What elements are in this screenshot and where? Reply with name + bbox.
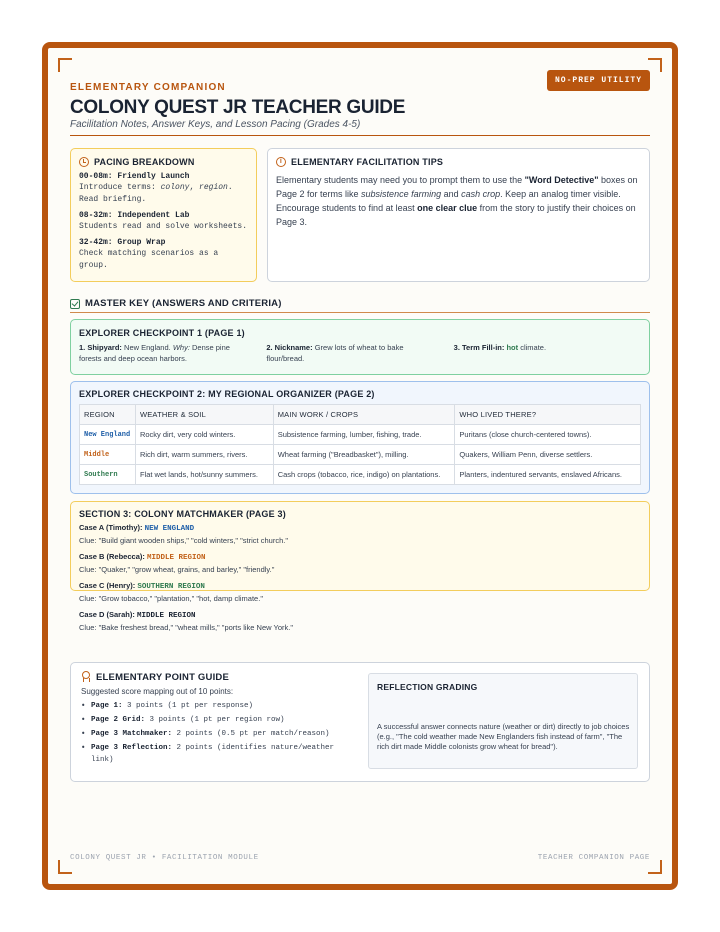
case-clue: Clue: "Quaker," "grow wheat, grains, and barley," "friendly." bbox=[79, 565, 275, 574]
checkpoint-2-title: EXPLORER CHECKPOINT 2: MY REGIONAL ORGANIZER (PAGE 2) bbox=[79, 389, 375, 399]
case-clue: Clue: "Grow tobacco," "plantation," "hot, damp climate." bbox=[79, 594, 263, 603]
list-item: • Page 2 Grid: 3 points (1 pt per region row) bbox=[81, 714, 353, 726]
reflection-title: REFLECTION GRADING bbox=[377, 682, 478, 692]
footer-right: TEACHER COMPANION PAGE bbox=[537, 854, 650, 862]
column-header: WEATHER & SOIL bbox=[135, 405, 273, 425]
matchmaker-title: SECTION 3: COLONY MATCHMAKER (PAGE 3) bbox=[79, 509, 286, 519]
no-prep-badge: NO-PREP UTILITY bbox=[547, 70, 650, 91]
weather-cell: Rocky dirt, very cold winters. bbox=[135, 425, 273, 445]
table-row bbox=[80, 445, 641, 465]
pacing-time: 08-32m: Independent Lab bbox=[79, 211, 190, 220]
corner-mark-bottom-left bbox=[58, 860, 72, 874]
regional-organizer-table bbox=[79, 404, 641, 485]
tips-heading bbox=[276, 157, 641, 167]
page-footer bbox=[70, 854, 650, 862]
pacing-heading bbox=[79, 157, 248, 167]
pacing-desc: Students read and solve worksheets. bbox=[79, 222, 248, 231]
pacing-item bbox=[79, 211, 248, 233]
case-item: Case C (Henry): SOUTHERN REGION Clue: "Grow tobacco," "plantation," "hot, damp climate." bbox=[79, 580, 361, 604]
medal-icon bbox=[81, 671, 91, 683]
checkbox-icon bbox=[70, 299, 80, 309]
people-cell: Planters, indentured servants, enslaved Africans. bbox=[455, 465, 641, 485]
info-icon: i bbox=[276, 157, 286, 167]
pacing-time: 00-08m: Friendly Launch bbox=[79, 172, 190, 181]
table-row bbox=[80, 425, 641, 445]
table-row bbox=[80, 465, 641, 485]
work-cell: Cash crops (tobacco, rice, indigo) on plantations. bbox=[273, 465, 455, 485]
guide-page bbox=[42, 42, 678, 890]
weather-cell: Rich dirt, warm summers, rivers. bbox=[135, 445, 273, 465]
column-header: MAIN WORK / CROPS bbox=[273, 405, 455, 425]
case-region: SOUTHERN REGION bbox=[137, 583, 205, 591]
pacing-desc: Check matching scenarios as a group. bbox=[79, 249, 219, 270]
point-list bbox=[81, 700, 353, 766]
pacing-card bbox=[70, 148, 257, 282]
master-key-divider bbox=[70, 312, 650, 313]
corner-mark-top-left bbox=[58, 58, 72, 72]
people-cell: Quakers, William Penn, diverse settlers. bbox=[455, 445, 641, 465]
reflection-body: A successful answer connects nature (weather or dirt) directly to job choices (e.g., "The cold weather made New Englanders fish instead of farm", "The rich dirt made Middle colonists grow wheat for bread"). bbox=[377, 722, 630, 751]
pacing-title: PACING BREAKDOWN bbox=[94, 157, 195, 167]
case-item: Case A (Timothy): NEW ENGLAND Clue: "Build giant wooden ships," "cold winters," "strict church." bbox=[79, 522, 361, 546]
tips-body: Elementary students may need you to prompt them to use the "Word Detective" boxes on Page 2 for terms like subsistence farming and cash crop. Keep an analog timer visible. Encourage students to find at least one clear clue from the story to justify their choices on Page 3. bbox=[276, 175, 638, 227]
matchmaker-box bbox=[70, 501, 650, 632]
checkpoint-1-title: EXPLORER CHECKPOINT 1 (PAGE 1) bbox=[79, 328, 245, 338]
pacing-item bbox=[79, 238, 248, 272]
pacing-time: 32-42m: Group Wrap bbox=[79, 238, 166, 247]
facilitation-tips-card bbox=[267, 148, 650, 282]
checkpoint-2-box bbox=[70, 381, 650, 494]
case-list bbox=[79, 522, 641, 638]
list-item: • Page 1: 3 points (1 pt per response) bbox=[81, 700, 353, 712]
reflection-grading-panel bbox=[368, 673, 638, 769]
clock-icon bbox=[79, 157, 89, 167]
answer-term-fill-in: 3. Term Fill-in: hot climate. bbox=[453, 343, 547, 352]
pacing-desc: Introduce terms: colony, region. Read briefing. bbox=[79, 183, 233, 204]
weather-cell: Flat wet lands, hot/sunny summers. bbox=[135, 465, 273, 485]
checkpoint-1-answers bbox=[79, 342, 641, 364]
checkpoint-1-box bbox=[70, 319, 650, 375]
region-cell: New England bbox=[80, 425, 136, 445]
column-header: WHO LIVED THERE? bbox=[455, 405, 641, 425]
case-region: MIDDLE REGION bbox=[146, 554, 206, 562]
region-cell: Southern bbox=[80, 465, 136, 485]
region-cell: Middle bbox=[80, 445, 136, 465]
header-divider bbox=[70, 135, 650, 136]
answer-nickname: 2. Nickname: Grew lots of wheat to bake flour/bread. bbox=[266, 343, 404, 363]
footer-left: COLONY QUEST JR • FACILITATION MODULE bbox=[70, 854, 259, 862]
list-item: • Page 3 Reflection: 2 points (identifies nature/weather link) bbox=[81, 742, 353, 766]
case-item: Case D (Sarah): MIDDLE REGION Clue: "Bake freshest bread," "wheat mills," "ports like New York." bbox=[79, 609, 361, 633]
case-region: MIDDLE REGION bbox=[136, 612, 196, 620]
point-guide-subtitle: Suggested score mapping out of 10 points: bbox=[81, 687, 234, 696]
point-guide-box bbox=[70, 662, 650, 782]
work-cell: Wheat farming ("Breadbasket"), milling. bbox=[273, 445, 455, 465]
corner-mark-bottom-right bbox=[648, 860, 662, 874]
column-header: REGION bbox=[80, 405, 136, 425]
master-key-heading bbox=[70, 298, 282, 309]
work-cell: Subsistence farming, lumber, fishing, trade. bbox=[273, 425, 455, 445]
case-region: NEW ENGLAND bbox=[144, 525, 195, 533]
kicker-label: ELEMENTARY COMPANION bbox=[70, 82, 226, 93]
page-title: COLONY QUEST JR TEACHER GUIDE bbox=[70, 97, 406, 118]
corner-mark-top-right bbox=[648, 58, 662, 72]
case-clue: Clue: "Bake freshest bread," "wheat mills," "ports like New York." bbox=[79, 623, 293, 632]
master-key-title: MASTER KEY (ANSWERS AND CRITERIA) bbox=[85, 298, 282, 309]
tips-title: ELEMENTARY FACILITATION TIPS bbox=[291, 157, 444, 167]
page-subtitle: Facilitation Notes, Answer Keys, and Lesson Pacing (Grades 4-5) bbox=[70, 119, 361, 130]
people-cell: Puritans (close church-centered towns). bbox=[455, 425, 641, 445]
point-guide-title: ELEMENTARY POINT GUIDE bbox=[96, 671, 230, 683]
case-item: Case B (Rebecca): MIDDLE REGION Clue: "Quaker," "grow wheat, grains, and barley," "friendly." bbox=[79, 551, 361, 575]
case-clue: Clue: "Build giant wooden ships," "cold winters," "strict church." bbox=[79, 536, 288, 545]
pacing-item bbox=[79, 172, 248, 206]
table-header-row bbox=[80, 405, 641, 425]
answer-shipyard: 1. Shipyard: New England. Why: Dense pine forests and deep ocean harbors. bbox=[79, 343, 230, 363]
list-item: • Page 3 Matchmaker: 2 points (0.5 pt per match/reason) bbox=[81, 728, 353, 740]
